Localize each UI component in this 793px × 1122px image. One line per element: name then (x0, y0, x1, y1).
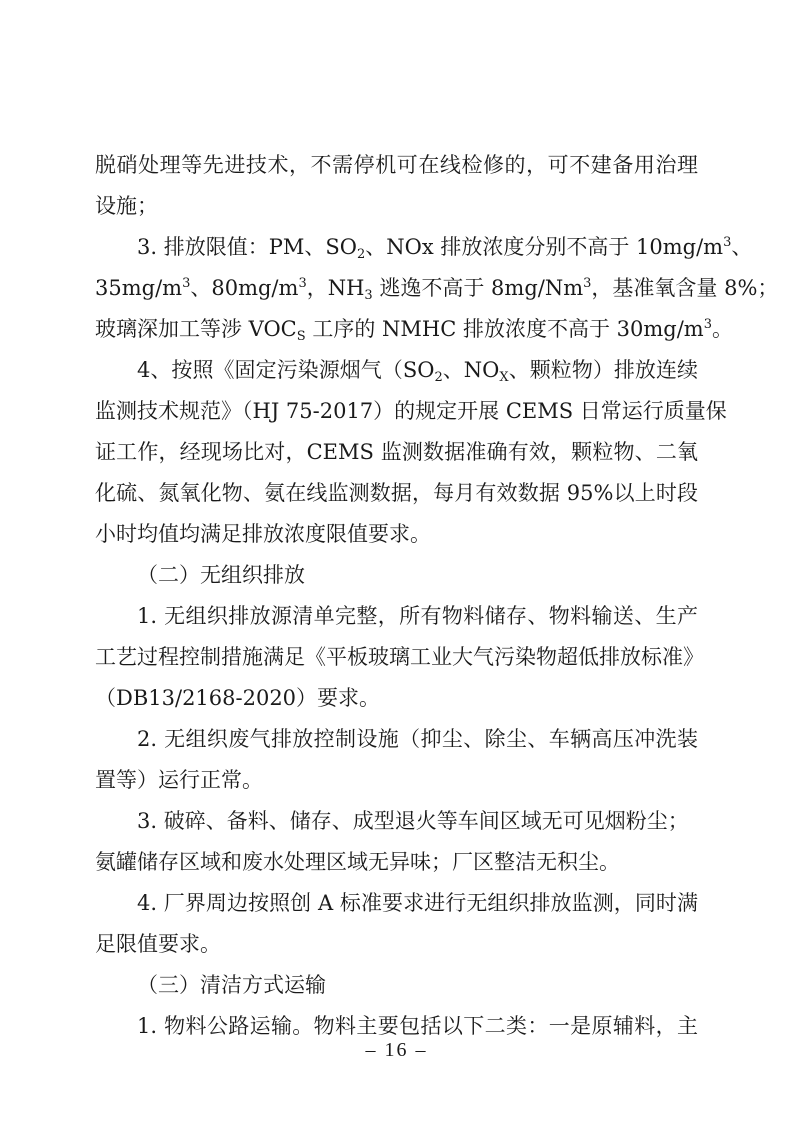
paragraph-line-5: 玻璃深加工等涉 $VOC_S$ 工序的 NMHC 排放浓度不高于 $30mg/m^3$。 (95, 317, 733, 344)
paragraph-line-4: $35mg/m^3$、$80mg/m^3$，$NH_3$ 逃逸不高于 8mg/Nm$^3$，基准氧含量 8%； (95, 276, 779, 303)
paragraph-line-18: 4. 厂界周边按照创 A 标准要求进行无组织排放监测，同时满 (137, 891, 698, 915)
page-number: – 16 – (365, 1039, 428, 1061)
paragraph-line-3: 3. 排放限值：PM、$SO_2$、NOx 排放浓度分别不高于 $10mg/m^3$、 (137, 235, 753, 262)
paragraph-line-9: 化硫、氮氧化物、氨在线监测数据，每月有效数据 95%以上时段 (95, 481, 698, 505)
paragraph-line-1: 脱硝处理等先进技术，不需停机可在线检修的，可不建备用治理 (95, 153, 698, 177)
paragraph-line-15: 置等）运行正常。 (95, 768, 263, 792)
paragraph-line-2: 设施； (95, 194, 158, 218)
paragraph-line-16: 3. 破碎、备料、储存、成型退火等车间区域无可见烟粉尘； (137, 809, 689, 833)
paragraph-line-10: 小时均值均满足排放浓度限值要求。 (95, 522, 431, 546)
paragraph-line-8: 证工作，经现场比对，CEMS 监测数据准确有效，颗粒物、二氧 (95, 440, 698, 464)
paragraph-line-14: 2. 无组织废气排放控制设施（抑尘、除尘、车辆高压冲洗装 (137, 727, 698, 751)
section-heading-3: （三）清洁方式运输 (137, 973, 326, 997)
paragraph-line-19: 足限值要求。 (95, 932, 221, 956)
paragraph-line-20: 1. 物料公路运输。物料主要包括以下二类：一是原辅料，主 (137, 1014, 698, 1038)
paragraph-line-11: 1. 无组织排放源清单完整，所有物料储存、物料输送、生产 (137, 604, 698, 628)
paragraph-line-12: 工艺过程控制措施满足《平板玻璃工业大气污染物超低排放标准》 (95, 645, 704, 669)
paragraph-line-13: （DB13/2168-2020）要求。 (95, 686, 381, 710)
section-heading-2: （二）无组织排放 (137, 563, 305, 587)
paragraph-line-17: 氨罐储存区域和废水处理区域无异味；厂区整洁无积尘。 (95, 850, 620, 874)
paragraph-line-7: 监测技术规范》（HJ 75-2017）的规定开展 CEMS 日常运行质量保 (95, 399, 727, 423)
paragraph-line-6: 4、按照《固定污染源烟气（$SO_2$、$NO_X$、颗粒物）排放连续 (137, 358, 699, 385)
